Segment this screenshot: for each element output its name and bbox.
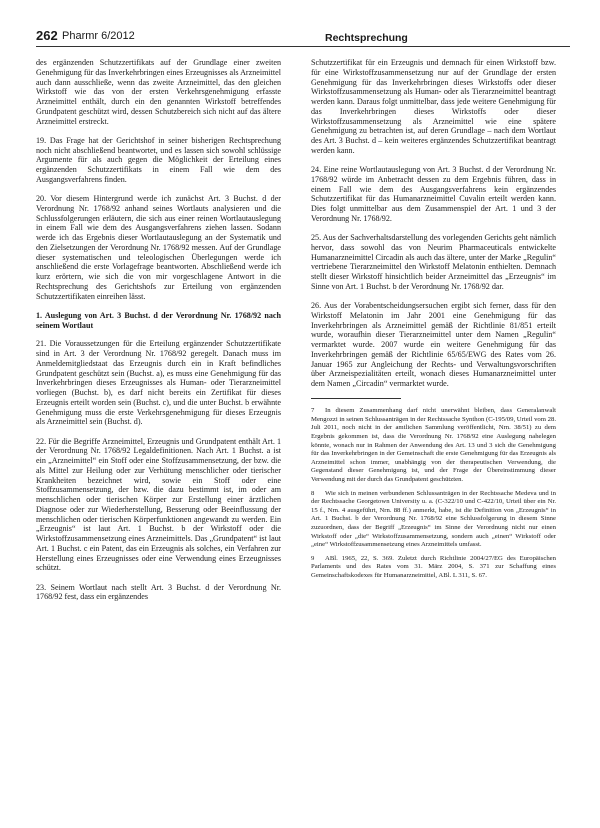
left-column bbox=[36, 58, 281, 612]
paragraph-23: 23. Seinem Wortlaut nach stellt Art. 3 Buchst. d der Verordnung Nr. 1768/92 fest, dass ein ergänzendes bbox=[36, 582, 281, 602]
footnote-8: 8 Wie sich in meinen verbundenen Schlussanträgen in der Rechtssache Medeva und in der Rechtssache Georgetown University u. a. (C-322/10 und C-422/10, Urteil über ein Nr. 15 f., Nrn. 4 ausgeführt, Nrn. 88 ff.) anmerkt, habe, ist die Definition von „Erzeugnis“ in Art. 1 Buchst. b der Verordnung Nr. 1768/92 eine Schlussfolgerung in diesem Sinne zuzuordnen, dass der Begriff „Erzeugnis“ im Sinne der Verordnung nicht nur einen Wirkstoff oder „die“ Wirkstoffzusammensetzung, sondern auch „einen“ Wirkstoff oder „eine“ Wirkstoffzusammensetzung eines Arzneimittels umfasst. bbox=[311, 489, 556, 549]
section-heading: 1. Auslegung von Art. 3 Buchst. d der Verordnung Nr. 1768/92 nach seinem Wortlaut bbox=[36, 310, 281, 330]
paragraph-23-cont: Schutzzertifikat für ein Erzeugnis und demnach für einen Wirkstoff bzw. für eine Wirkstoffzusammensetzung nur auf der Grundlage der ersten Genehmigung für das Inverkehrbringen dieses Wirkstoffs oder dieser Wirkstoffzusammensetzung als Human- oder als Tierarzneimittel beantragt werden kann. Daraus folgt unmittelbar, dass jede weitere Genehmigung für das Inverkehrbringen dieses Wirkstoffs oder dieser Wirkstoffzusammensetzung als Arzneimittel wie eine spätere Genehmigung zu betrachten ist, auf deren Grundlage – nach dem Wortlaut des Art. 3 Buchst. d – kein weiteres ergänzendes Schutzzertifikat beantragt werden kann. bbox=[311, 58, 556, 155]
paragraph-19: 19. Das Frage hat der Gerichtshof in seiner bisherigen Rechtsprechung noch nicht abschließend beantwortet, und es lassen sich sowohl schlüssige Argumente für als auch gegen die Möglichkeit der Erteilung eines ergänzenden Schutzzertifikats in einem Fall wie dem des Ausgangsverfahrens finden. bbox=[36, 135, 281, 184]
footnote-divider bbox=[311, 398, 401, 399]
paragraph-26: 26. Aus der Vorabentscheidungsersuchen ergibt sich ferner, dass für den Wirkstoff Melatonin im Jahr 2001 eine Genehmigung für das Inverkehrbringen als Arzneimittel gemäß der Richtlinie 81/851 erteilt wurde, woraufhin dieser Tierarzneimittel unter dem Namen „Regulin“ vermarktet wurde. 2007 wurde ein weitere Genehmigung für das Inverkehrbringen gemäß der Richtlinie 65/65/EWG des Rates vom 26. Januar 1965 zur Angleichung der Rechts- und Verwaltungsvorschriften über Arzneispezialitäten erteilt, wonach dieses Humanarzneimittel unter dem Namen „Circadin“ vermarktet wurde. bbox=[311, 301, 556, 388]
footnote-7: 7 In diesem Zusammenhang darf nicht unerwähnt bleiben, dass Generalanwalt Mengozzi in seinen Schlussanträgen in der Rechtssache Synthon (C-195/09, Urteil vom 28. Juli 2011, noch nicht in der amtlichen Sammlung veröffentlicht, Nrn. 38/51) zu dem Ergebnis gekommen ist, dass die Verordnung Nr. 1768/92 eine Auslegung nahelegen könnte, wonach nur in Rahmen der Anwendung des Art. 13 und 3 sich die Genehmigung für das Inverkehrbringen in der Gemeinschaft die erste Genehmigung für das Erzeugnis als Arzneimittel schon immer, unabhängig von der therapeutischen Verwendung, die Gegenstand dieser Genehmigung ist, und der Frage der Übereinstimmung dieser Verwendung mit der durch das Grundpatent geschützten. bbox=[311, 407, 556, 483]
paragraph-24: 24. Eine reine Wortlautauslegung von Art. 3 Buchst. d der Verordnung Nr. 1768/92 würde im Anbetracht dessen zu dem Ergebnis führen, dass in einem Fall wie dem des Ausgangsverfahrens kein ergänzendes Schutzzertifikat für das Humanarzneimittel Cuvalin erteilt werden kann. Dies folgt unmittelbar aus dem Zusammenspiel der Art. 1 und 3 der Verordnung Nr. 1768/92. bbox=[311, 165, 556, 223]
right-column bbox=[311, 58, 556, 586]
footnote-9: 9 ABl. 1965, 22, S. 369. Zuletzt durch Richtlinie 2004/27/EG des Europäischen Parlaments und des Rates vom 31. März 2004, S. 371 zur Schaffung eines Gemeinschaftskodexes für Humanarzneimittel, ABl. L 311, S. 67. bbox=[311, 554, 556, 579]
paragraph-20: 20. Vor diesem Hintergrund werde ich zunächst Art. 3 Buchst. d der Verordnung Nr. 1768/92 anhand seines Wortlauts analysieren und die Schlussfolgerungen erläutern, die sich aus einer reinen Wortlautauslegung in einem Fall wie dem des Ausgangsverfahrens ziehen lassen. Sodann werde ich das Ergebnis dieser Wortlautauslegung an der Systematik und den Zielsetzungen der Verordnung Nr. 1768/92 messen. Auf der Grundlage dieser systematischen und teleologischen Überlegungen werde ich anschließend die erste Vorlagefrage beantworten. Abschließend werde ich kurz erörtern, wie sich die von mir vorgeschlagene Antwort in die Rechtsprechung des Gerichtshofs zur Erteilung von ergänzenden Schutzzertifikaten einreihen lässt. bbox=[36, 194, 281, 301]
running-header bbox=[36, 28, 570, 47]
paragraph-22: 22. Für die Begriffe Arzneimittel, Erzeugnis und Grundpatent enthält Art. 1 der Verordnung Nr. 1768/92 Legaldefinitionen. Nach Art. 1 Buchst. a ist ein „Arzneimittel“ ein Stoff oder eine Stoffzusammensetzung, der bzw. die als Mittel zur Heilung oder zur Verhütung menschlicher oder tierischer Krankheiten bezeichnet wird, sowie ein Stoff oder eine Stoffzusammensetzung, der bzw. die dazu bestimmt ist, im oder am menschlichen oder tierischen Körper zur Erstellung einer ärztlichen Diagnose oder zur Wiederherstellung, Besserung oder Beeinflussung der menschlichen oder tierischen Körperfunktionen angewandt zu werden. Ein „Erzeugnis“ ist laut Art. 1 Buchst. b der Wirkstoff oder die Wirkstoffzusammensetzung eines Arzneimittels. Das „Grundpatent“ ist laut Art. 1 Buchst. c ein Patent, das ein Erzeugnis als solches, ein Verfahren zur Herstellung eines Erzeugnisses oder eine Verwendung eines Erzeugnisses schützt. bbox=[36, 436, 281, 573]
paragraph-21: 21. Die Voraussetzungen für die Erteilung ergänzender Schutzzertifikate sind in Art. 3 der Verordnung Nr. 1768/92 geregelt. Danach muss im Anmeldemitgliedstaat das Erzeugnis durch ein in Kraft befindliches Grundpatent geschützt sein (Buchst. a), es muss eine Genehmigung für das Inverkehrbringen dieses Erzeugnisses als Human- oder Tierarzneimittel vorliegen (Buchst. b), es darf nicht bereits ein Zertifikat für dieses Erzeugnis erteilt worden sein (Buchst. c), und die unter Buchst. b erwähnte Genehmigung muss die erste Verkehrsgenehmigung für dieses Erzeugnis als Arzneimittel sein (Buchst. d). bbox=[36, 339, 281, 427]
journal-name: Pharmr 6/2012 bbox=[62, 30, 135, 42]
paragraph-25: 25. Aus der Sachverhaltsdarstellung des vorlegenden Gerichts geht nämlich hervor, dass sowohl das von Neurim Pharmaceuticals entwickelte Humanarzneimittel Circadin als auch das ältere, unter der Marke „Regulin“ vertriebene Tierarzneimittel den Wirkstoff Melatonin enthielten. Demnach stellt dieser Wirkstoff hinsichtlich beider Arzneimittel das „Erzeugnis“ im Sinne von Art. 1 Buchst. b der Verordnung Nr. 1768/92 dar. bbox=[311, 233, 556, 291]
page-number: 262 bbox=[36, 28, 58, 43]
paragraph-18-cont: des ergänzenden Schutzzertifikats auf der Grundlage einer zweiten Genehmigung für das Inverkehrbringen eines Erzeugnisses als Arzneimittel auch dann ausschließe, wenn das zweite Arzneimittel, das den gleichen Wirkstoff wie das von der ersten Verkehrsgenehmigung erfasste Arzneimittel enthält, durch ein den genannten Wirkstoff betreffendes Grundpatent geschützt wird, dessen Schutzbereich sich nicht auf das ältere Arzneimittel erstreckt. bbox=[36, 58, 281, 126]
section-title: Rechtsprechung bbox=[325, 32, 408, 44]
